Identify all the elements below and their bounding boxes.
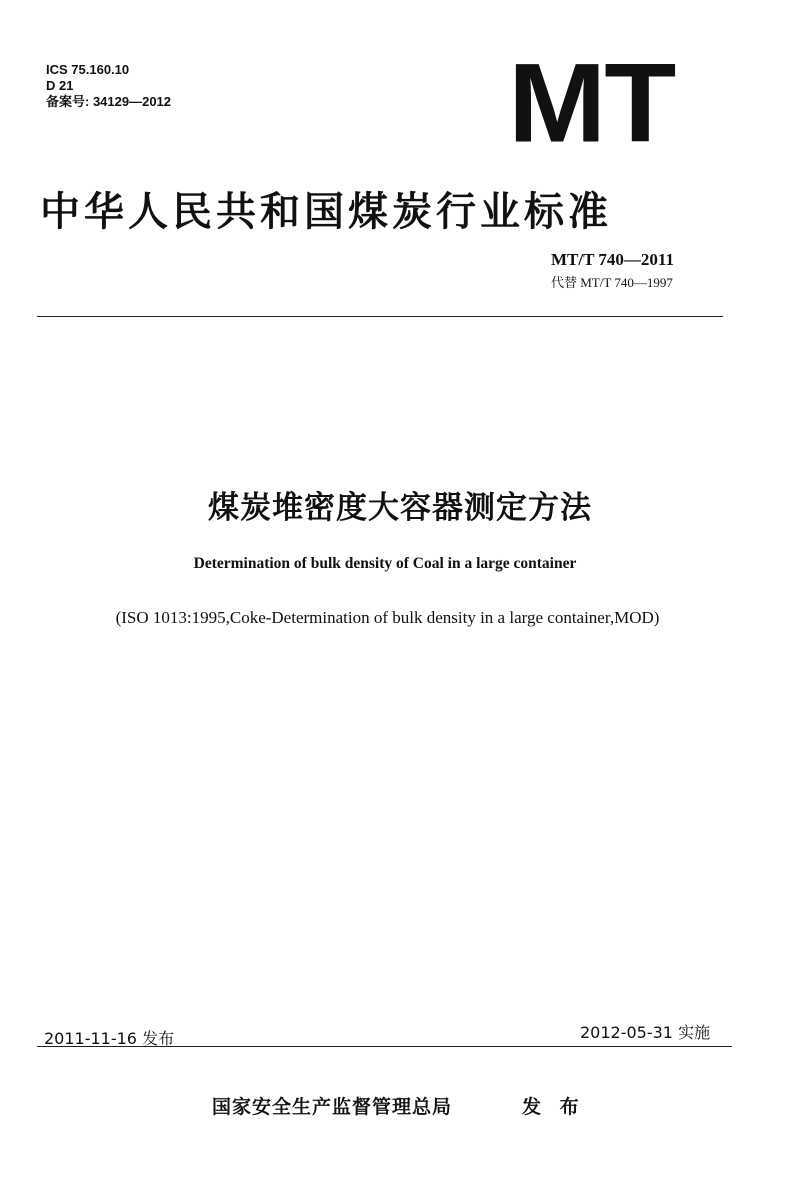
ics-code: ICS 75.160.10	[46, 62, 130, 77]
header-divider	[37, 316, 723, 317]
footer-divider	[37, 1046, 732, 1047]
standard-number: MT/T 740—2011	[551, 250, 674, 269]
record-number: 备案号: 34129—2012	[46, 94, 172, 109]
implementation-date: 2012-05-31 实施	[580, 1023, 711, 1042]
document-title-chinese: 煤炭堆密度大容器测定方法	[208, 490, 592, 526]
mt-logo: MT	[508, 40, 675, 167]
standard-category-name: 中华人民共和国煤炭行业标准	[40, 189, 612, 235]
ccs-code: D 21	[46, 78, 74, 93]
iso-reference: (ISO 1013:1995,Coke-Determination of bulk density in a large container,MOD)	[115, 608, 660, 627]
issuing-authority: 国家安全生产监督管理总局	[212, 1096, 453, 1118]
classification-block	[46, 62, 171, 110]
replaces-standard: 代替 MT/T 740—1997	[551, 275, 673, 290]
issued-label: 发 布	[522, 1096, 585, 1118]
document-title-english: Determination of bulk density of Coal in a large container	[193, 555, 577, 572]
issue-date: 2011-11-16 发布	[44, 1029, 175, 1048]
